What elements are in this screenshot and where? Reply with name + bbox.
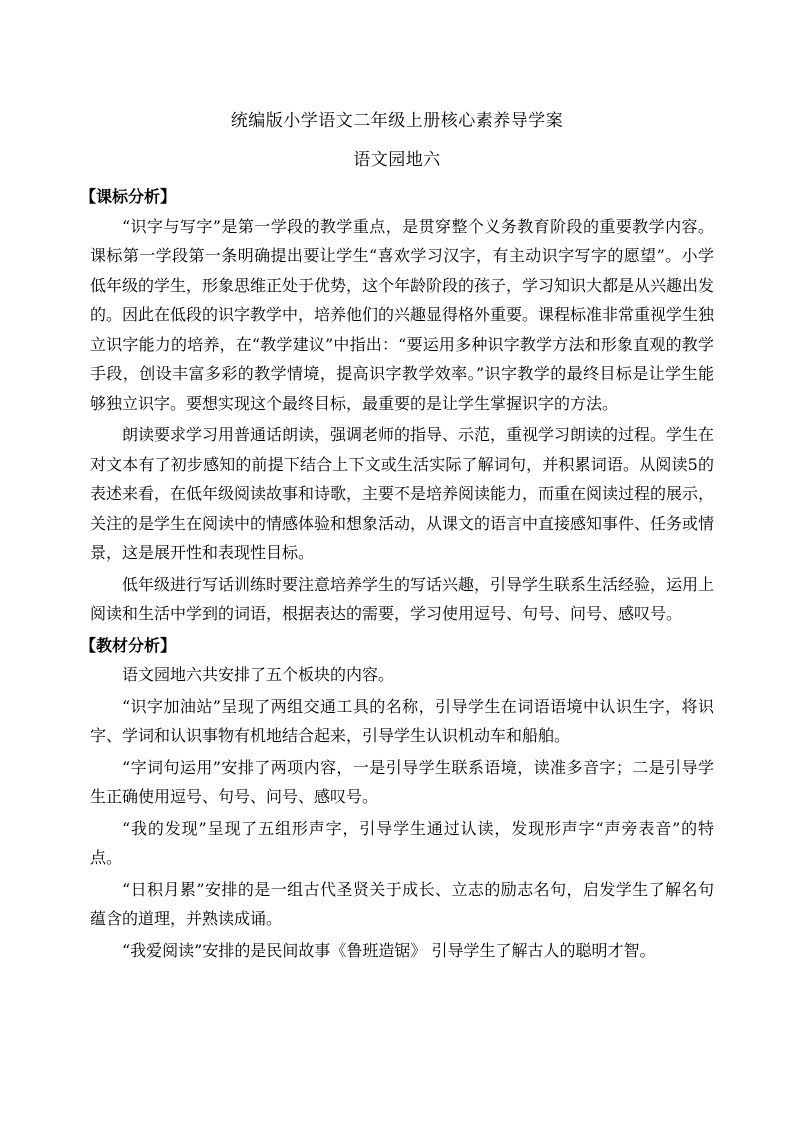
paragraph: 低年级进行写话训练时要注意培养学生的写话兴趣，引导学生联系生活经验，运用上阅读和生活中学到的词语，根据表达的需要，学习使用逗号、句号、问号、感叹号。 — [90, 574, 715, 623]
paragraph: “日积月累”安排的是一组古代圣贤关于成长、立志的励志名句，启发学生了解名句蕴含的道理，并熟读成诵。 — [90, 879, 714, 928]
document-body — [80, 182, 715, 967]
paragraph: “字词句运用”安排了两项内容，一是引导学生联系语境，读准多音字；二是引导学生正确使用逗号、句号、问号、感叹号。 — [90, 757, 714, 806]
paragraph: “我的发现”呈现了五组形声字，引导学生通过认读，发现形声字“声旁表音”的特点。 — [90, 818, 714, 867]
paragraph: “我爱阅读”安排的是民间故事《鲁班造锯》 引导学生了解古人的聪明才智。 — [122, 940, 656, 960]
paragraph: 朗读要求学习用普通话朗读，强调老师的指导、示范，重视学习朗读的过程。学生在对文本有了初步感知的前提下结合上下文或生活实际了解词句，并积累词语。从阅读5的表述来看，在低年级阅读故事和诗歌，主要不是培养阅读能力，而重在阅读过程的展示，关注的是学生在阅读中的情感体验和想象活动，从课文的语言中直接感知事件、任务或情景，这是展开性和表现性目标。 — [90, 425, 715, 562]
paragraph: 语文园地六共安排了五个板块的内容。 — [122, 665, 395, 684]
paragraph: “识字加油站”呈现了两组交通工具的名称，引导学生在词语语境中认识生字，将识字、学词和认识事物有机地结合起来，引导学生认识机动车和船舶。 — [90, 696, 714, 745]
section-textbook-analysis — [80, 631, 714, 968]
section-heading: 【课标分析】 — [80, 187, 177, 206]
document-title: 统编版小学语文二年级上册核心素养导学案 — [230, 111, 564, 131]
section-curriculum-analysis — [80, 182, 715, 631]
document-subtitle: 语文园地六 — [353, 150, 441, 170]
section-heading: 【教材分析】 — [80, 635, 177, 655]
paragraph: “识字与写字”是第一学段的教学重点，是贯穿整个义务教育阶段的重要教学内容。课标第一学段第一条明确提出要让学生“喜欢学习汉字，有主动识字写字的愿望”。小学低年级的学生，形象思维正处于优势，这个年龄阶段的孩子，学习知识大都是从兴趣出发的。因此在低段的识字教学中，培养他们的兴趣显得格外重要。课程标准非常重视学生独立识字能力的培养，在“教学建议”中指出：“要运用多种识字教学方法和形象直观的教学手段，创设丰富多彩的教学情境，提高识字教学效率。”识字教学的最终目标是让学生能够独立识字。要想实现这个最终目标，最重要的是让学生掌握识字的方法。 — [90, 216, 715, 413]
